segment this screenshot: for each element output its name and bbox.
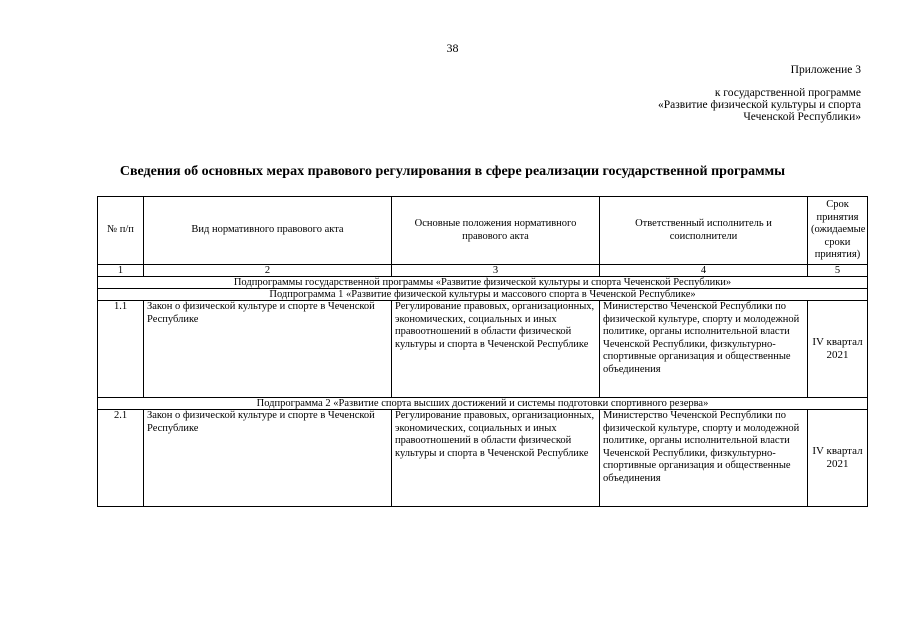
legal-measures-table [97,196,868,507]
row-act-type: Закон о физической культуре и спорте в Чеченской Республике [144,410,392,507]
column-number-row [98,265,868,277]
row-term: IV квартал 2021 [808,301,868,398]
column-number: 3 [392,265,600,277]
row-provisions: Регулирование правовых, организационных, экономических, социальных и иных правоотношений в области физической культуры и спорта в Чеченской Республике [392,410,600,507]
header-act-type: Вид нормативного правового акта [144,197,392,265]
column-number: 2 [144,265,392,277]
header-executor: Ответственный исполнитель и соисполнители [600,197,808,265]
table-header-row [98,197,868,265]
table-row [98,410,868,507]
annex-title: Приложение 3 [790,64,861,76]
annex-line: Чеченской Республики» [743,111,861,123]
column-number: 5 [808,265,868,277]
row-num: 1.1 [98,301,144,398]
header-provisions: Основные положения нормативного правового акта [392,197,600,265]
row-executor: Министерство Чеченской Республики по физической культуре, спорту и молодежной политике, органы исполнительной власти Чеченской Республики, физкультурно-спортивные организация и общественные объединения [600,301,808,398]
row-executor: Министерство Чеченской Республики по физической культуре, спорту и молодежной политике, органы исполнительной власти Чеченской Республики, физкультурно-спортивные организация и общественные объединения [600,410,808,507]
header-term: Срок принятия (ожидаемые сроки принятия) [808,197,868,265]
header-num: № п/п [98,197,144,265]
annex-block [658,64,861,123]
column-number: 1 [98,265,144,277]
column-number: 4 [600,265,808,277]
subprogram-heading-row [98,289,868,301]
annex-line: к государственной программе [714,87,861,99]
subprogram-1-heading: Подпрограмма 1 «Развитие физической культуры и массового спорта в Чеченской Республике» [98,289,868,301]
document-title: Сведения об основных мерах правового регулирования в сфере реализации государственной программы [119,164,786,179]
row-num: 2.1 [98,410,144,507]
row-act-type: Закон о физической культуре и спорте в Чеченской Республике [144,301,392,398]
page-number: 38 [446,41,459,55]
subprogram-heading-row [98,398,868,410]
program-heading-row [98,277,868,289]
subprogram-2-heading: Подпрограмма 2 «Развитие спорта высших достижений и системы подготовки спортивного резерва» [98,398,868,410]
program-heading: Подпрограммы государственной программы «Развитие физической культуры и спорта Чеченской Республики» [98,277,868,289]
row-provisions: Регулирование правовых, организационных, экономических, социальных и иных правоотношений в области физической культуры и спорта в Чеченской Республике [392,301,600,398]
annex-line: «Развитие физической культуры и спорта [658,99,861,111]
row-term: IV квартал 2021 [808,410,868,507]
table-row [98,301,868,398]
